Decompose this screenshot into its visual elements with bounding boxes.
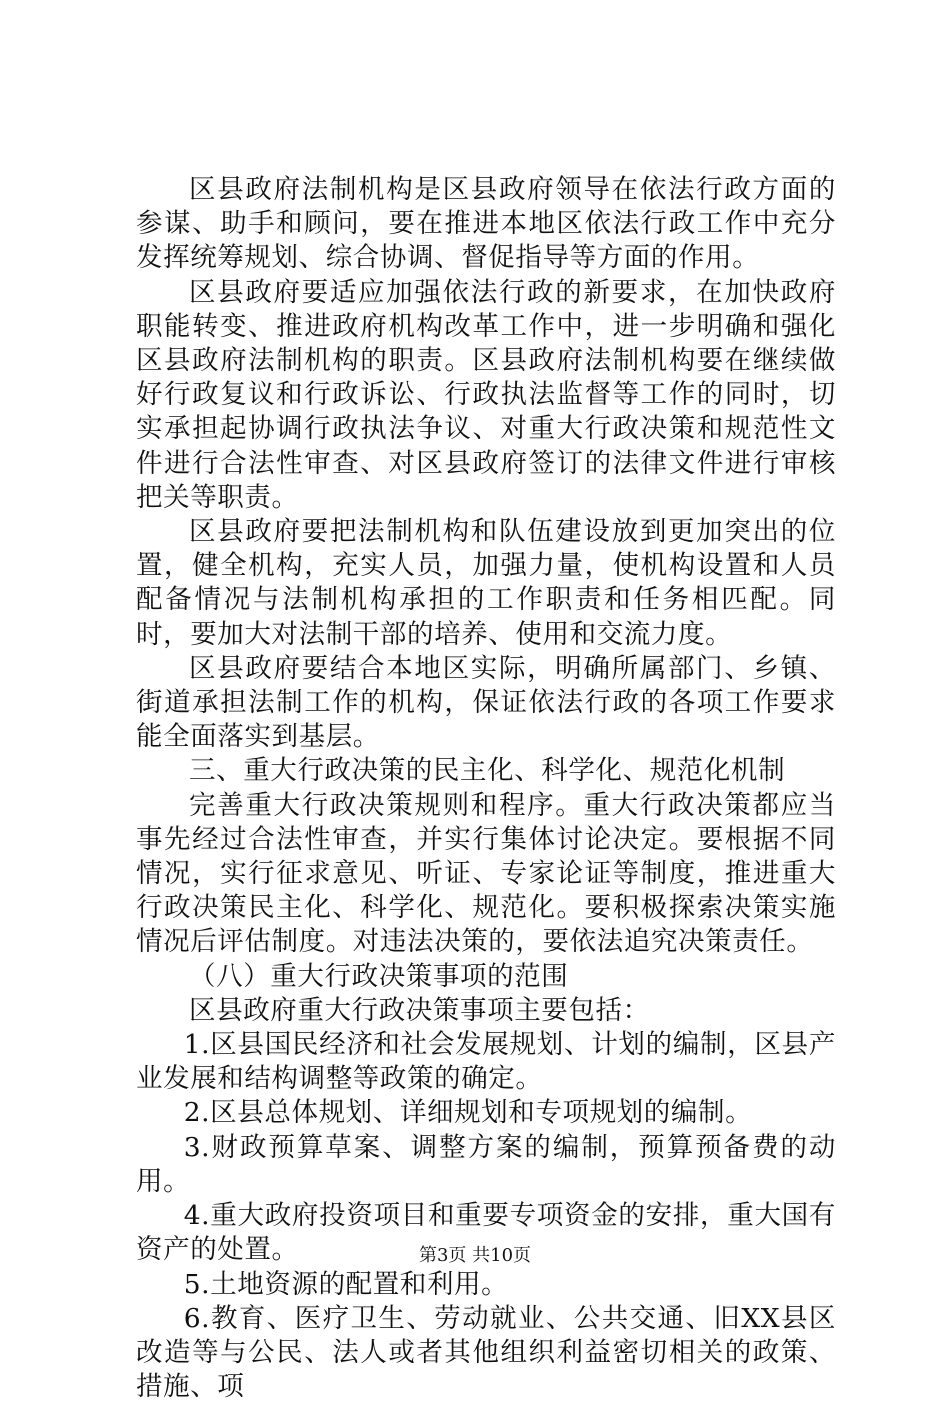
list-item-4: 4.重大政府投资项目和重要专项资金的安排，重大国有资产的处置。 <box>136 1200 836 1266</box>
paragraph-legal-office-duties: 区县政府要适应加强依法行政的新要求，在加快政府职能转变、推进政府机构改革工作中，进一步明确和强化区县政府法制机构的职责。区县政府法制机构要在继续做好行政复议和行政诉讼、行政执法监督等工作的同时，切实承担起协调行政执法争议、对重大行政决策和规范性文件进行合法性审查、对区县政府签订的法律文件进行审核把关等职责。 <box>136 276 836 513</box>
subsection-heading-decision-scope: （八）重大行政决策事项的范围 <box>189 960 569 992</box>
paragraph-scope-intro: 区县政府重大行政决策事项主要包括： <box>189 994 650 1026</box>
list-item-1: 1.区县国民经济和社会发展规划、计划的编制，区县产业发展和结构调整等政策的确定。 <box>136 1029 836 1095</box>
list-item-3: 3.财政预算草案、调整方案的编制，预算预备费的动用。 <box>136 1131 836 1197</box>
document-body <box>136 173 836 1404</box>
list-item-2: 2.区县总体规划、详细规划和专项规划的编制。 <box>183 1097 753 1129</box>
paragraph-decision-rules: 完善重大行政决策规则和程序。重大行政决策都应当事先经过合法性审查，并实行集体讨论决定。要根据不同情况，实行征求意见、听证、专家论证等制度，推进重大行政决策民主化、科学化、规范化。要积极探索决策实施情况后评估制度。对违法决策的，要依法追究决策责任。 <box>136 789 836 958</box>
paragraph-legal-office-role: 区县政府法制机构是区县政府领导在依法行政方面的参谋、助手和顾问，要在推进本地区依法行政工作中充分发挥统筹规划、综合协调、督促指导等方面的作用。 <box>136 174 836 274</box>
paragraph-grassroots: 区县政府要结合本地区实际，明确所属部门、乡镇、街道承担法制工作的机构，保证依法行政的各项工作要求能全面落实到基层。 <box>136 652 836 753</box>
page-number-footer: 第3页 共10页 <box>418 1245 532 1266</box>
paragraph-team-building: 区县政府要把法制机构和队伍建设放到更加突出的位置，健全机构，充实人员，加强力量，使机构设置和人员配备情况与法制机构承担的工作职责和任务相匹配。同时，要加大对法制干部的培养、使用和交流力度。 <box>136 516 836 650</box>
list-item-5: 5.土地资源的配置和利用。 <box>183 1268 509 1300</box>
list-item-6: 6.教育、医疗卫生、劳动就业、公共交通、旧XX县区改造等与公民、法人或者其他组织利益密切相关的政策、措施、项 <box>136 1302 836 1403</box>
section-heading-decision-mechanism: 三、重大行政决策的民主化、科学化、规范化机制 <box>189 755 786 787</box>
